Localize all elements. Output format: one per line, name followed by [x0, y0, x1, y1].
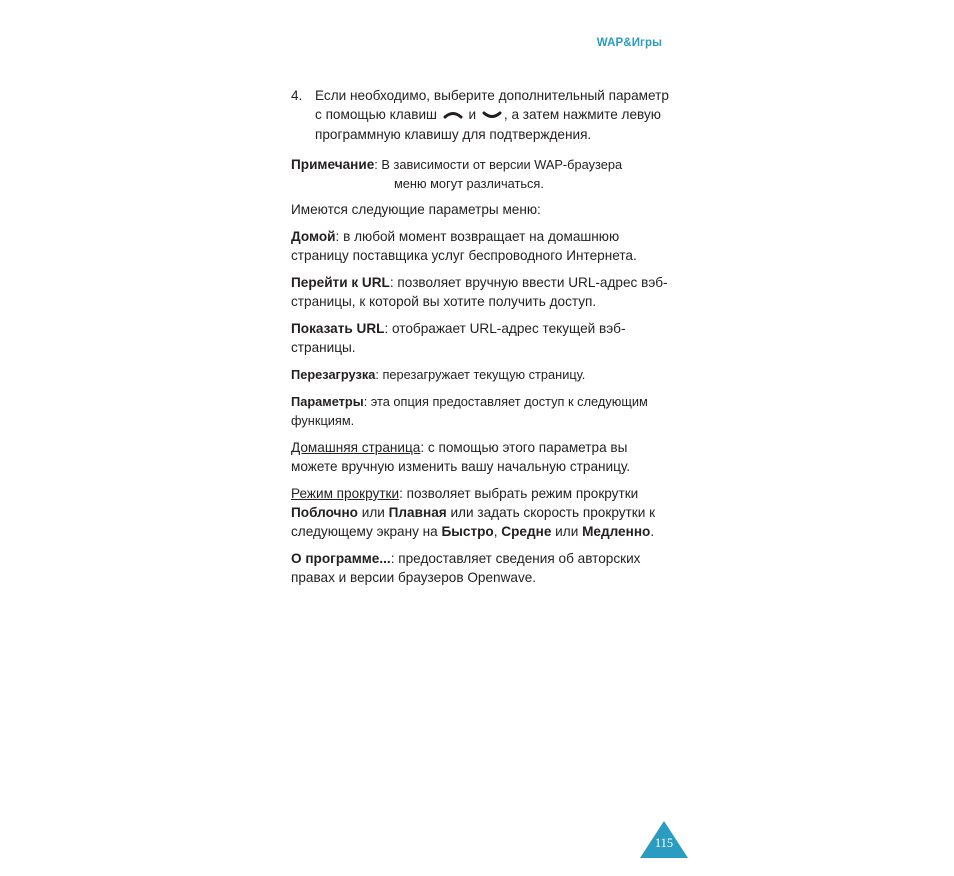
item-show-url-term: Показать URL [291, 320, 385, 336]
scroll-option-block: Поблочно [291, 504, 358, 520]
item-reload-desc: : перезагружает текущую страницу. [375, 366, 586, 382]
item-scroll-term: Режим прокрутки [291, 485, 400, 501]
item-home-page-desc: : с помощью этого параметра вы можете вручную изменить вашу начальную страницу. [291, 439, 631, 474]
section-header: WAP&Игры [596, 37, 662, 49]
item-params-desc: : эта опция предоставляет доступ к следующим функциям. [291, 393, 648, 428]
note-label: Примечание [291, 156, 375, 172]
item-show-url [291, 319, 671, 357]
item-goto-url-term: Перейти к URL [291, 274, 390, 290]
step-text-b: , а затем нажмите левую программную клавишу для подтверждения. [315, 107, 661, 142]
step-text-a: Если необходимо, выберите дополнительный параметр с помощью клавиш [315, 88, 669, 122]
down-key-icon [482, 106, 502, 125]
item-scroll-desc-a: : позволяет выбрать режим прокрутки [399, 485, 639, 501]
scroll-speed-fast: Быстро [441, 523, 494, 539]
item-home-desc: : в любой момент возвращает на домашнюю страницу поставщика услуг беспроводного Интернета. [291, 228, 637, 263]
item-home-term: Домой [291, 228, 336, 244]
item-params [291, 392, 671, 430]
up-key-icon [443, 106, 463, 125]
scroll-speed-slow: Медленно [582, 523, 651, 539]
note-line1: : В зависимости от версии WAP-браузера [374, 156, 623, 172]
intro-text: Имеются следующие параметры меню: [291, 201, 541, 217]
page-number: 115 [654, 836, 674, 850]
step-4 [291, 86, 671, 144]
item-home-page [291, 438, 671, 476]
item-goto-url [291, 273, 671, 311]
item-scroll-desc-b: или задать скорость прокрутки к следующему экрану на [291, 504, 656, 539]
scroll-option-smooth: Плавная [388, 504, 447, 520]
item-home [291, 227, 671, 265]
note-block [291, 155, 671, 193]
item-goto-url-desc: : позволяет вручную ввести URL-адрес вэб-страницы, к которой вы хотите получить доступ. [291, 274, 668, 309]
scroll-or-2: или [551, 523, 583, 539]
item-reload [291, 365, 671, 384]
item-about-desc: : предоставляет сведения об авторских правах и версии браузеров Openwave. [291, 550, 641, 585]
scroll-period: . [650, 523, 655, 539]
scroll-or-1: или [357, 504, 389, 520]
item-reload-term: Перезагрузка [291, 366, 376, 382]
item-about-term: О программе... [291, 550, 391, 566]
item-about [291, 549, 671, 587]
scroll-comma: , [493, 523, 498, 539]
note-line2: меню могут различаться. [394, 175, 544, 191]
item-params-term: Параметры [291, 393, 364, 409]
item-show-url-desc: : отображает URL-адрес текущей вэб-страницы. [291, 320, 626, 355]
step-number: 4. [291, 88, 303, 103]
item-home-page-term: Домашняя страница [291, 439, 421, 455]
step-text-and: и [468, 107, 477, 122]
scroll-speed-medium: Средне [501, 523, 552, 539]
page-content [291, 86, 671, 595]
item-scroll [291, 484, 671, 541]
